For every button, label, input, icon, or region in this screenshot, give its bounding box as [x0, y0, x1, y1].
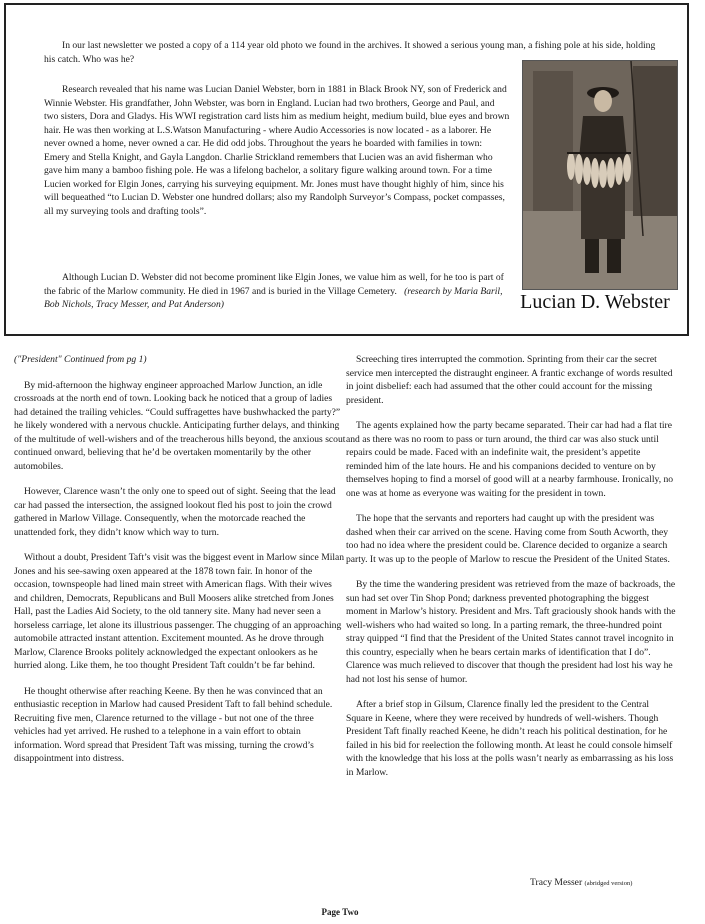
- page-number: Page Two: [321, 907, 359, 917]
- photo-caption: Lucian D. Webster: [520, 291, 670, 313]
- research-credit: (research by Maria Baril, Bob Nichols, Tracy Messer, and Pat Anderson): [44, 285, 503, 310]
- right-column: [346, 353, 678, 791]
- left-column: [14, 353, 346, 778]
- article-paragraph: Screeching tires interrupted the commotion. Sprinting from their car the secret service men intercepted the distraught engineer. A frantic exchange of words resulted in joint disbelief: each had assumed that the other could account for the missing president.: [346, 354, 673, 406]
- article-paragraph: By mid-afternoon the highway engineer approached Marlow Junction, an idle crossroads at the north end of town. Looking back he noticed that a group of ladies had detained the trailing vehicles. “Could suffragettes have bushwhacked the party?” he likely wondered with a nervous chuckle. Anticipating further delays, and thinking of the multitude of well-wishers and of the treacherous hills beyond, the anxious scout continued onward, believing that he’d be overtaken momentarily by the other automobiles.: [14, 379, 346, 472]
- closing-text: Although Lucian D. Webster did not become prominent like Elgin Jones, we value him as well, for he too is part of the fabric of the Marlow community. He died in 1967 and is buried in the Village Cemetery.: [44, 272, 504, 297]
- continued-heading: ("President" Continued from pg 1): [14, 354, 147, 365]
- article-paragraph: The agents explained how the party became separated. Their car had had a flat tire and as there was no room to pass or turn around, the third car was also stuck until repairs could be made. Faced with an indefinite wait, the president’s appetite reminded him of the late hours. He and his companions decided to venture on by themselves hoping to find a morsel of good will at a nearby farmhouse. Ironically, no one was at home as everyone was waiting for the president in town.: [346, 420, 674, 499]
- article-paragraph: Without a doubt, President Taft’s visit was the biggest event in Marlow since Milan Jones and his see-sawing oxen appeared at the 1878 town fair. In honor of the occasion, townspeople had lined main street with American flags. With their wives and children, Democrats, Republicans and Bull Moosers alike stretched from Jones Hall, past the Ladies Aid Society, to the old tannery site. Many had never seen a horseless carriage, let alone its illustrious passenger. The chugging of an approaching automobile attracted instant attention. Excitement mounted. As he drove through Marlow, Clarence Brooks politely acknowledged the expectant onlookers as he hurried along. Like them, he too thought President Taft couldn’t be far behind.: [14, 552, 345, 671]
- author-signature: [530, 877, 632, 888]
- article-paragraph: The hope that the servants and reporters had caught up with the president was dashed when their car arrived on the scene. Having come from South Acworth, they too had no idea where the president could be. Clarence decided to organize a search party. It was up to the people of Marlow to rescue the President of the United States.: [346, 513, 670, 565]
- closing-paragraph: [44, 271, 510, 312]
- article-paragraph: By the time the wandering president was retrieved from the maze of backroads, the sun had set over Tin Shop Pond; darkness prevented photographing the biggest moment in Marlow’s history. President and Mrs. Taft graciously shook hands with the well-wishers who had waited so long. In a parting remark, the three-hundred point stray quipped “I find that the President of the United States cannot travel incognito in this country, especially when he bears certain marks of identification that I do”. Clarence was much relieved to discover that though the president had lost his way he had not lost his sense of humor.: [346, 579, 676, 685]
- article-paragraph: He thought otherwise after reaching Keene. By then he was convinced that an enthusiastic reception in Marlow had caused President Taft to fall behind schedule. Recruiting five men, Clarence returned to the village - but not one of the three vehicles had yet arrived. He rushed to a telephone in a vain effort to obtain information. Word spread that President Taft was missing, turning the crowd’s disappointment into distress.: [14, 685, 333, 764]
- research-paragraph: Research revealed that his name was Lucian Daniel Webster, born in 1881 in Black Brook NY, son of Frederick and Winnie Webster. His grandfather, John Webster, was born in England. Lucian had two brothers, George and Paul, and two sisters, Dora and Gladys. His WWI registration card lists him as medium height, medium build, blue eyes and brown hair. He was then working at L.S.Watson Manufacturing - where Audio Accessories is now located - as a laborer. He never owned a home, never owned a car. He did odd jobs. Throughout the years he boarded with families in town: Emery and Stella Knight, and Gayla Langdon. Charlie Strickland remembers that Lucien was an avid fisherman who gave him many a bamboo fishing pole. He was a lifelong bachelor, a solitary figure walking around town. For a time Lucien worked for Elgin Jones, carrying his surveying equipment. Mr. Jones must have thought highly of him, since his will bequeathed “to Lucian D. Webster one hundred dollars; also my Randolph Surveyor’s Compass, pocket compasses, all my surveying tools and drafting tools”.: [44, 84, 510, 217]
- abridged-note: (abridged version): [584, 880, 633, 887]
- photo-illustration: [523, 61, 677, 289]
- article-paragraph: After a brief stop in Gilsum, Clarence finally led the president to the Central Square in Keene, where they were received by hundreds of well-wishers. Though President Taft finally reached Keene, he didn’t reach his political destination, for he failed in his bid for reelection the following month. At least he could console himself with the knowledge that his loss at the polls wasn’t nearly as embarrassing as his loss in Marlow.: [346, 699, 674, 778]
- article-paragraph: However, Clarence wasn’t the only one to speed out of sight. Seeing that the lead car had passed the intersection, the assigned lookout fled his post to join the crowd gathered in Marlow Village. Consequently, when the motorcade reached the unattended fork, they didn’t know which way to turn.: [14, 486, 336, 538]
- author-name: Tracy Messer: [530, 877, 583, 888]
- webster-photo: [522, 60, 678, 290]
- intro-paragraph: In our last newsletter we posted a copy of a 114 year old photo we found in the archives. It showed a serious young man, a fishing pole at his side, holding his catch. Who was he?: [44, 40, 656, 65]
- feature-box: [4, 3, 689, 336]
